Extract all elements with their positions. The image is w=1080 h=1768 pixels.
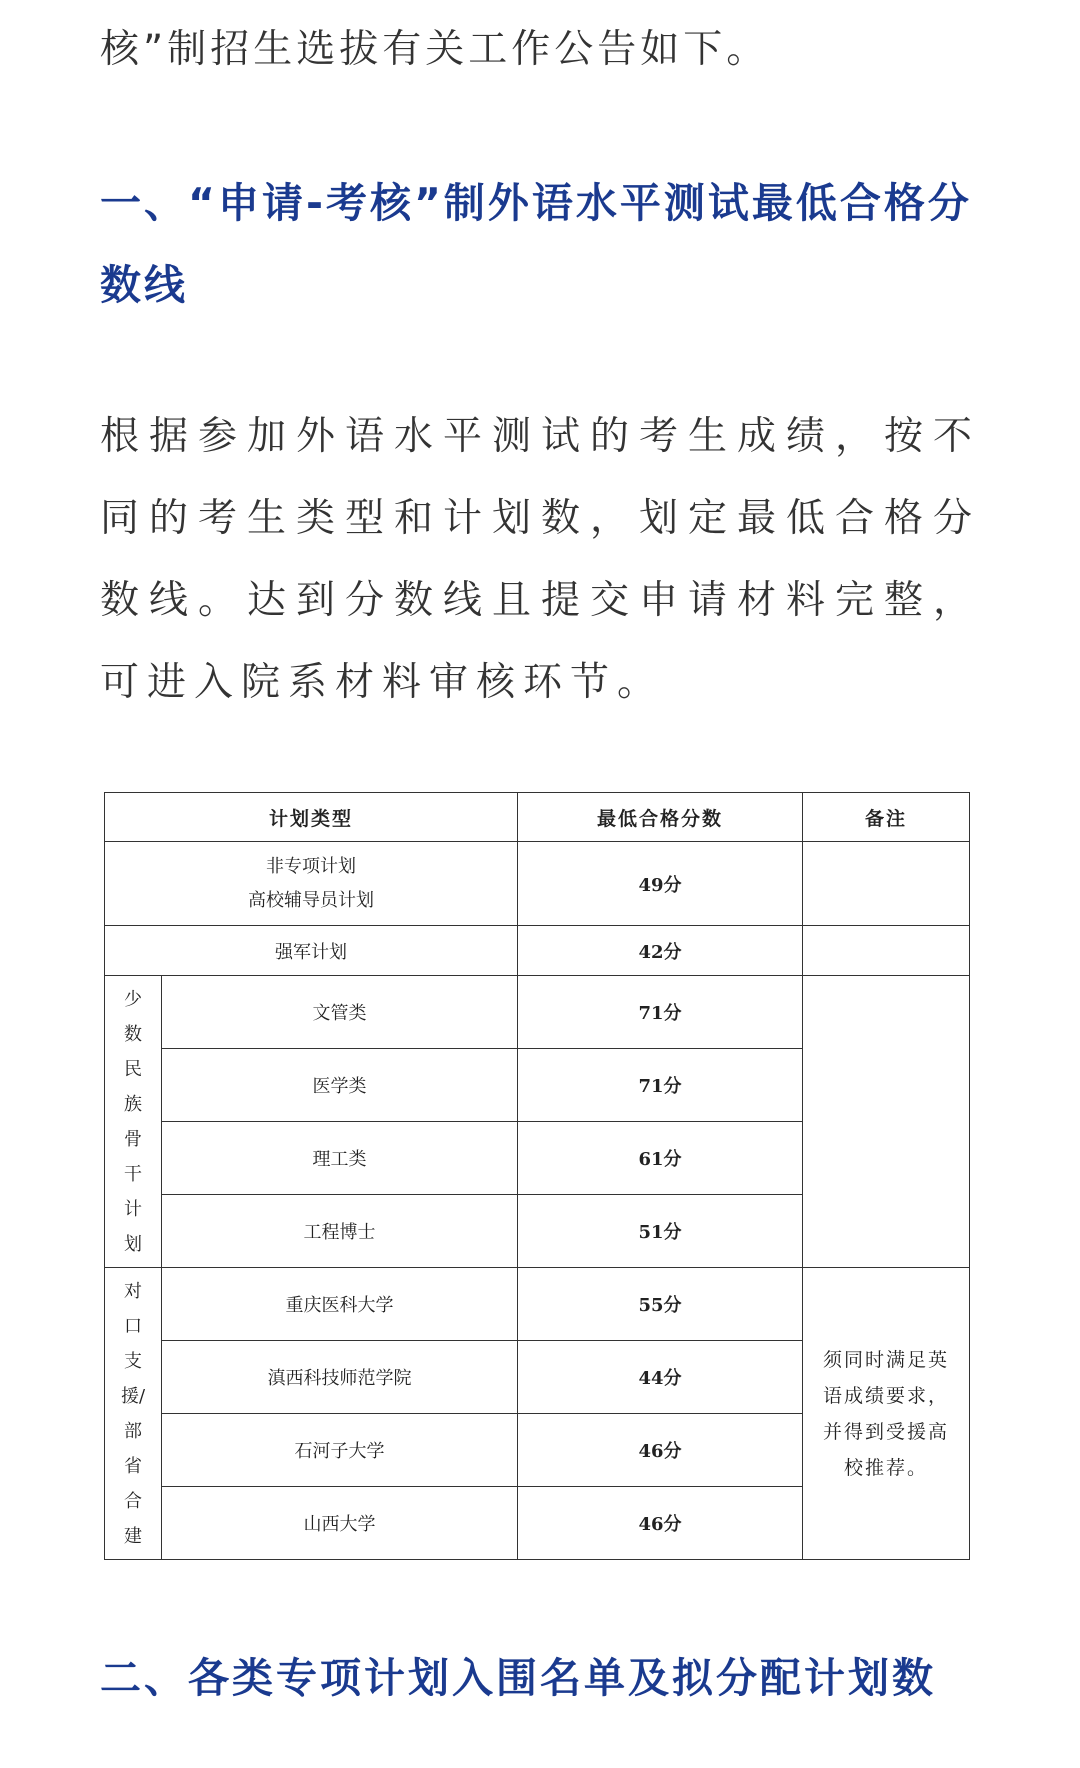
score-cell: 51分 — [518, 1195, 803, 1268]
note-cell — [803, 976, 970, 1268]
table-row — [105, 842, 970, 926]
plan-cell: 石河子大学 — [162, 1414, 518, 1487]
label-char: 建 — [124, 1525, 142, 1547]
label-char: 数 — [124, 1023, 142, 1045]
section-1-heading-line2: 数线 — [100, 261, 188, 309]
plan-cell — [105, 842, 518, 926]
score-table-container — [104, 792, 970, 1560]
note-line: 语成绩要求， — [822, 1384, 949, 1407]
score-cell: 61分 — [518, 1122, 803, 1195]
plan-cell: 医学类 — [162, 1049, 518, 1122]
note-line: 校推荐。 — [843, 1456, 928, 1479]
label-char: 计 — [124, 1198, 142, 1220]
note-line: 须同时满足英 — [822, 1348, 949, 1371]
table-row — [105, 1268, 970, 1341]
plan-cell: 理工类 — [162, 1122, 518, 1195]
label-char: 少 — [124, 988, 142, 1010]
score-cell: 46分 — [518, 1487, 803, 1560]
table-row — [105, 926, 970, 976]
plan-name: 非专项计划 — [266, 855, 356, 877]
score-table — [104, 792, 970, 1560]
table-header-row — [105, 793, 970, 842]
label-char: 干 — [124, 1163, 142, 1185]
plan-cell: 山西大学 — [162, 1487, 518, 1560]
header-remarks: 备注 — [803, 793, 970, 842]
score-cell: 55分 — [518, 1268, 803, 1341]
body-paragraph: 根据参加外语水平测试的考生成绩，按不同的考生类型和计划数，划定最低合格分数线。达到分数线且提交申请材料完整，可进入院系材料审核环节。 — [100, 414, 980, 705]
label-char: 部 — [124, 1420, 142, 1442]
group-label-counterpart-support — [105, 1268, 162, 1560]
header-min-score: 最低合格分数 — [518, 793, 803, 842]
label-char: 划 — [124, 1233, 142, 1255]
score-cell: 71分 — [518, 976, 803, 1049]
section-1-heading-line1: 一、“申请-考核”制外语水平测试最低合格分 — [100, 179, 972, 227]
table-row — [105, 976, 970, 1049]
plan-cell: 重庆医科大学 — [162, 1268, 518, 1341]
note-cell — [803, 842, 970, 926]
section-2-heading: 二、各类专项计划入围名单及拟分配计划数 — [100, 1654, 936, 1702]
note-cell — [803, 926, 970, 976]
intro-text: 核”制招生选拔有关工作公告如下。 — [100, 27, 770, 72]
plan-cell: 文管类 — [162, 976, 518, 1049]
label-char: 口 — [124, 1315, 142, 1337]
label-char: 民 — [124, 1058, 142, 1080]
label-char: 族 — [124, 1093, 142, 1115]
header-plan-type: 计划类型 — [105, 793, 518, 842]
plan-cell: 工程博士 — [162, 1195, 518, 1268]
score-cell: 46分 — [518, 1414, 803, 1487]
score-cell: 44分 — [518, 1341, 803, 1414]
label-char: 对 — [124, 1280, 142, 1302]
plan-name: 高校辅导员计划 — [248, 889, 374, 911]
note-line: 并得到受援高 — [822, 1420, 949, 1443]
note-cell — [803, 1268, 970, 1560]
label-char: 省 — [124, 1455, 142, 1477]
label-char: 援/ — [120, 1385, 146, 1407]
label-char: 合 — [124, 1490, 142, 1512]
vertical-label — [105, 1274, 161, 1554]
plan-cell: 强军计划 — [105, 926, 518, 976]
plan-cell: 滇西科技师范学院 — [162, 1341, 518, 1414]
score-cell: 42分 — [518, 926, 803, 976]
label-char: 支 — [124, 1350, 142, 1372]
section-1-heading — [100, 162, 980, 326]
score-cell: 71分 — [518, 1049, 803, 1122]
vertical-label — [105, 982, 161, 1262]
label-char: 骨 — [124, 1128, 142, 1150]
score-cell: 49分 — [518, 842, 803, 926]
group-label-minority-cadre — [105, 976, 162, 1268]
